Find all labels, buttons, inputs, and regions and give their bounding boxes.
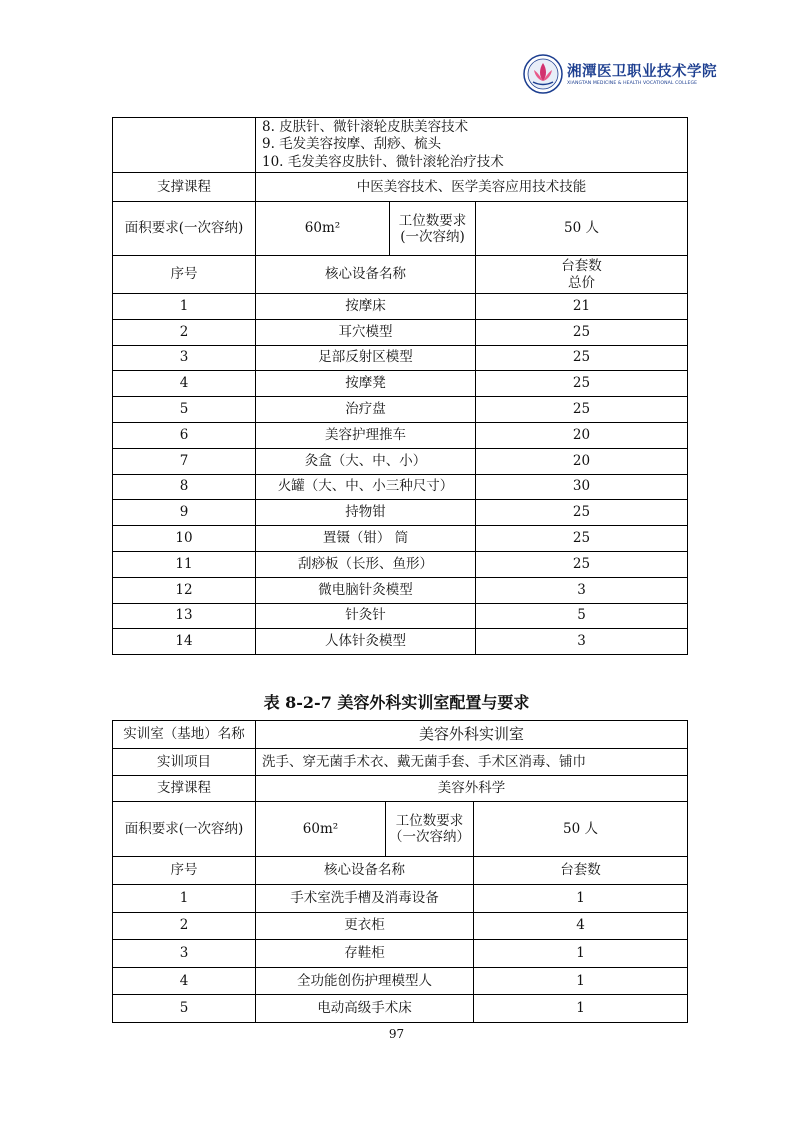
table-row <box>113 371 688 397</box>
row-equipment-name: 人体针灸模型 <box>256 629 476 655</box>
row-count: 20 <box>476 448 688 474</box>
row-count: 25 <box>476 526 688 552</box>
college-emblem-icon <box>523 54 563 94</box>
row-equipment-name: 刮痧板（长形、鱼形） <box>256 551 476 577</box>
row-count: 1 <box>474 967 688 995</box>
table-row <box>113 319 688 345</box>
table-row <box>113 967 688 995</box>
area-value: 60m² <box>256 202 390 256</box>
list-label-cell <box>113 118 256 173</box>
row-equipment-name: 微电脑针灸模型 <box>256 577 476 603</box>
row-count: 25 <box>476 500 688 526</box>
table1-body <box>113 294 688 655</box>
table-row <box>113 448 688 474</box>
support-course-value: 美容外科学 <box>256 776 688 802</box>
row-no: 1 <box>113 885 256 913</box>
row-equipment-name: 手术室洗手槽及消毒设备 <box>256 885 474 913</box>
project-value: 洗手、穿无菌手术衣、戴无菌手套、手术区消毒、铺巾 <box>256 749 688 776</box>
row-count: 4 <box>474 912 688 940</box>
table-row <box>113 526 688 552</box>
equipment-table-2 <box>112 720 688 1023</box>
row-no: 2 <box>113 319 256 345</box>
workstation-label: 工位数要求(一次容纳) <box>390 202 476 256</box>
row-equipment-name: 更衣柜 <box>256 912 474 940</box>
row-equipment-name: 持物钳 <box>256 500 476 526</box>
room-value: 美容外科实训室 <box>256 721 688 749</box>
row-no: 5 <box>113 995 256 1023</box>
workstation-value: 50 人 <box>476 202 688 256</box>
table-row <box>113 885 688 913</box>
project-label: 实训项目 <box>113 749 256 776</box>
workstation-value: 50 人 <box>474 802 688 857</box>
list-item: 8. 皮肤针、微针滚轮皮肤美容技术 <box>262 118 469 135</box>
table-row <box>113 912 688 940</box>
row-count: 5 <box>476 603 688 629</box>
row-no: 1 <box>113 294 256 320</box>
support-course-label: 支撑课程 <box>113 173 256 202</box>
row-count: 25 <box>476 319 688 345</box>
header-count: 台套数 <box>474 857 688 885</box>
row-equipment-name: 针灸针 <box>256 603 476 629</box>
header-count <box>476 256 688 294</box>
row-equipment-name: 按摩凳 <box>256 371 476 397</box>
area-value: 60m² <box>256 802 386 857</box>
table-row <box>113 500 688 526</box>
row-count: 25 <box>476 345 688 371</box>
table-row <box>113 940 688 968</box>
support-course-label: 支撑课程 <box>113 776 256 802</box>
header-no: 序号 <box>113 857 256 885</box>
area-label: 面积要求(一次容纳) <box>113 802 256 857</box>
row-count: 1 <box>474 885 688 913</box>
college-name-cn: 湘潭医卫职业技术学院 <box>567 63 717 80</box>
table-row <box>113 474 688 500</box>
row-equipment-name: 火罐（大、中、小三种尺寸） <box>256 474 476 500</box>
row-equipment-name: 治疗盘 <box>256 397 476 423</box>
row-count: 30 <box>476 474 688 500</box>
table-row <box>113 995 688 1023</box>
row-count: 20 <box>476 422 688 448</box>
table-row <box>113 551 688 577</box>
row-count: 1 <box>474 940 688 968</box>
row-no: 14 <box>113 629 256 655</box>
row-no: 12 <box>113 577 256 603</box>
header-name: 核心设备名称 <box>256 256 476 294</box>
page-number: 97 <box>388 1027 405 1041</box>
equipment-table-1 <box>112 117 688 655</box>
area-label: 面积要求(一次容纳) <box>113 202 256 256</box>
row-no: 13 <box>113 603 256 629</box>
row-equipment-name: 电动高级手术床 <box>256 995 474 1023</box>
row-no: 5 <box>113 397 256 423</box>
row-no: 4 <box>113 967 256 995</box>
row-no: 4 <box>113 371 256 397</box>
training-items-list <box>256 118 688 173</box>
table2-body <box>113 885 688 1023</box>
workstation-label: 工位数要求（一次容纳） <box>386 802 474 857</box>
row-equipment-name: 按摩床 <box>256 294 476 320</box>
row-count: 25 <box>476 551 688 577</box>
support-course-value: 中医美容技术、医学美容应用技术技能 <box>256 173 688 202</box>
table-row <box>113 577 688 603</box>
header-price-line: 总价 <box>568 274 595 291</box>
table-row <box>113 294 688 320</box>
row-no: 10 <box>113 526 256 552</box>
row-no: 11 <box>113 551 256 577</box>
row-equipment-name: 灸盒（大、中、小） <box>256 448 476 474</box>
list-item: 10. 毛发美容皮肤针、微针滚轮治疗技术 <box>262 153 504 170</box>
room-label: 实训室（基地）名称 <box>113 721 256 749</box>
row-count: 1 <box>474 995 688 1023</box>
row-no: 7 <box>113 448 256 474</box>
row-count: 25 <box>476 397 688 423</box>
table-row <box>113 345 688 371</box>
row-count: 25 <box>476 371 688 397</box>
header-no: 序号 <box>113 256 256 294</box>
row-no: 3 <box>113 345 256 371</box>
college-name-en: XIANGTAN MEDICINE & HEALTH VOCATIONAL COLLEGE <box>567 81 698 86</box>
list-item: 9. 毛发美容按摩、刮痧、梳头 <box>262 136 442 153</box>
row-count: 3 <box>476 577 688 603</box>
table-row <box>113 629 688 655</box>
row-no: 3 <box>113 940 256 968</box>
row-no: 8 <box>113 474 256 500</box>
row-equipment-name: 足部反射区模型 <box>256 345 476 371</box>
row-equipment-name: 美容护理推车 <box>256 422 476 448</box>
row-count: 3 <box>476 629 688 655</box>
row-count: 21 <box>476 294 688 320</box>
row-equipment-name: 存鞋柜 <box>256 940 474 968</box>
row-no: 2 <box>113 912 256 940</box>
header-count-line: 台套数 <box>561 257 602 274</box>
row-no: 6 <box>113 422 256 448</box>
row-no: 9 <box>113 500 256 526</box>
row-equipment-name: 全功能创伤护理模型人 <box>256 967 474 995</box>
table-row <box>113 603 688 629</box>
table-row <box>113 397 688 423</box>
table2-title: 表 8-2-7 美容外科实训室配置与要求 <box>263 693 530 712</box>
header-name: 核心设备名称 <box>256 857 474 885</box>
college-logo <box>523 52 723 96</box>
table-row <box>113 422 688 448</box>
row-equipment-name: 耳穴模型 <box>256 319 476 345</box>
row-equipment-name: 置镊（钳） 筒 <box>256 526 476 552</box>
